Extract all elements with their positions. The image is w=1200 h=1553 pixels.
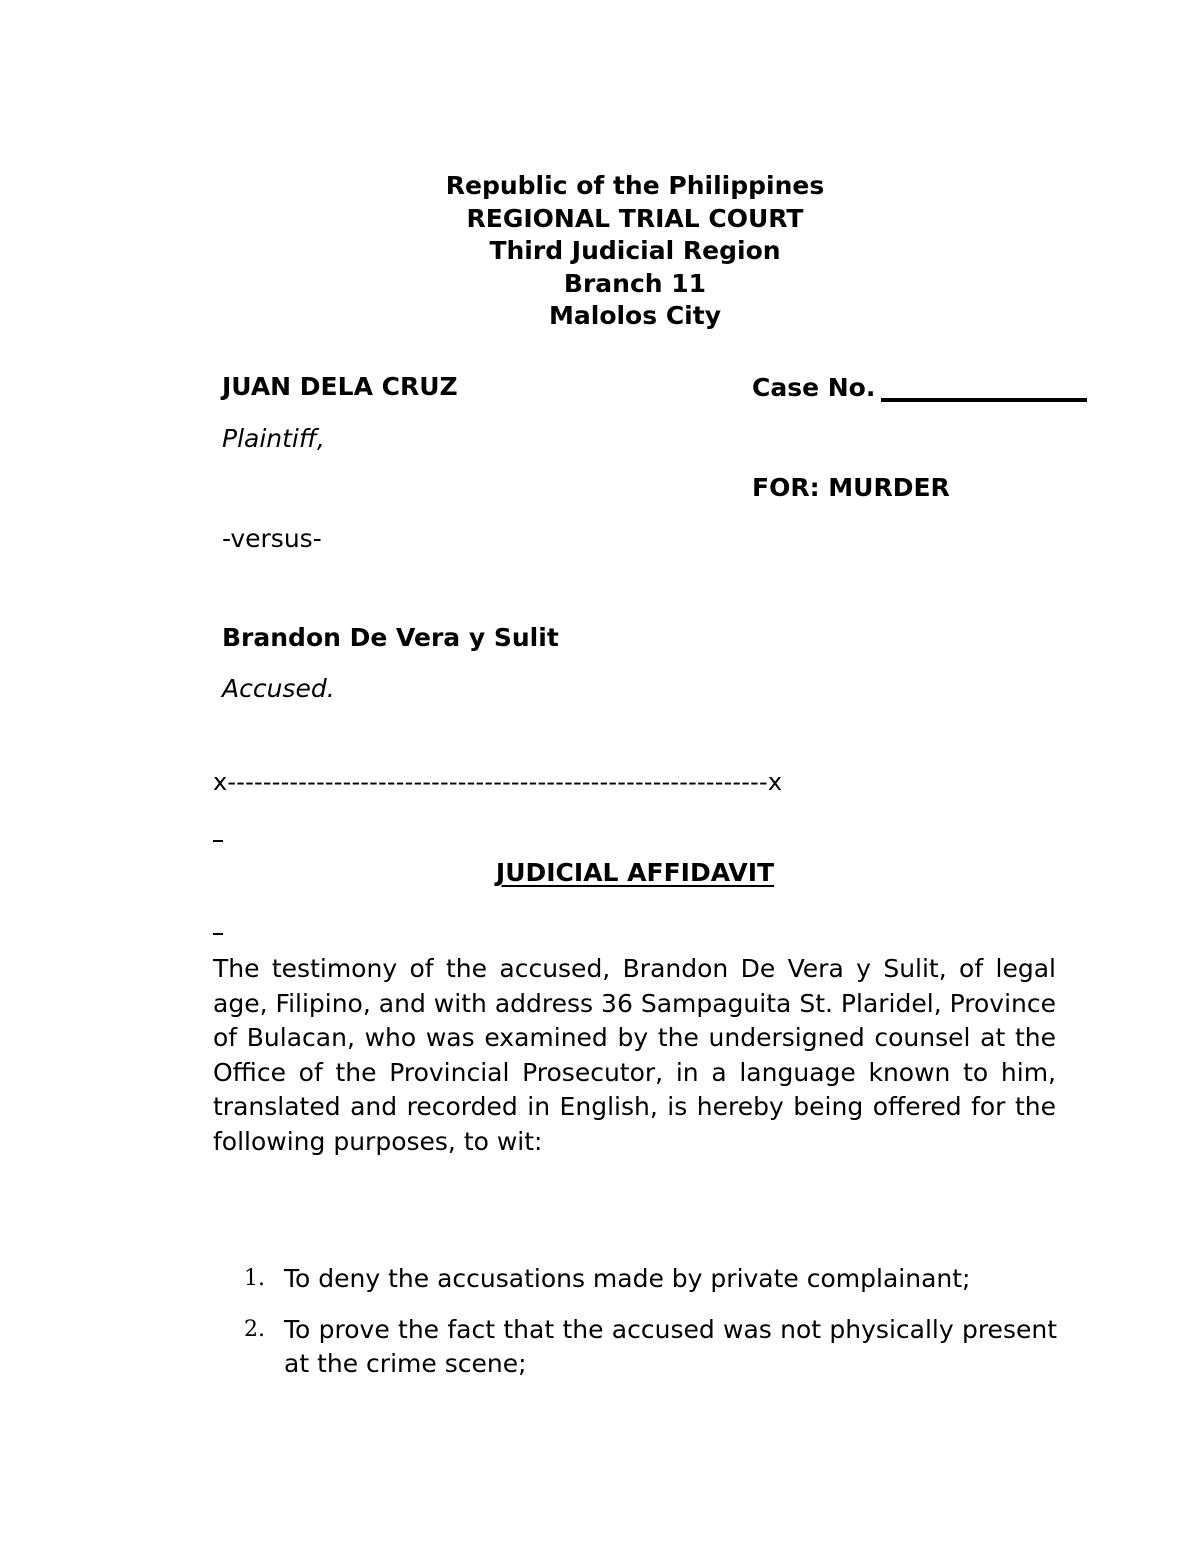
- accused-role: Accused.: [222, 674, 335, 703]
- republic-line: Republic of the Philippines: [445, 171, 825, 200]
- plaintiff-role: Plaintiff,: [222, 424, 325, 453]
- judicial-region: Third Judicial Region: [489, 236, 781, 265]
- intro-paragraph: The testimony of the accused, Brandon De Vera y Sulit, of legal age, Filipino, and with address 36 Sampaguita St. Plaridel, Province of Bulacan, who was examined by the undersigned counsel at the Office of the Provincial Prosecutor, in a language known to him, translated and recorded in English, is hereby being offered for the following purposes, to wit:: [213, 954, 1056, 1156]
- list-item-number: 2.: [244, 1316, 265, 1342]
- city-line: Malolos City: [549, 301, 721, 330]
- charge-label: FOR: MURDER: [752, 473, 950, 502]
- list-item: [244, 1313, 1057, 1382]
- branch-line: Branch 11: [563, 268, 707, 298]
- list-item-text: To deny the accusations made by private complainant;: [284, 1264, 971, 1293]
- purposes-list: [244, 1262, 1057, 1382]
- plaintiff-name: JUAN DELA CRUZ: [222, 372, 458, 401]
- versus-label: -versus-: [222, 524, 322, 553]
- case-number-label: Case No.: [752, 373, 876, 402]
- list-item-text: To prove the fact that the accused was not physically present at the crime scene;: [284, 1314, 1057, 1378]
- case-number-blank: [881, 398, 1087, 402]
- accused-name: Brandon De Vera y Sulit: [222, 623, 559, 652]
- court-header: [0, 170, 1200, 333]
- document-title: JUDICIAL AFFIDAVIT: [495, 858, 775, 887]
- spacer-mark: [213, 840, 223, 842]
- list-item: [244, 1262, 1057, 1297]
- caption-separator: x-------------------------------------------------------------x: [213, 768, 783, 796]
- case-number: [752, 373, 1087, 402]
- spacer-mark: [213, 933, 223, 935]
- court-name: REGIONAL TRIAL COURT: [466, 203, 804, 233]
- list-item-number: 1.: [244, 1266, 265, 1291]
